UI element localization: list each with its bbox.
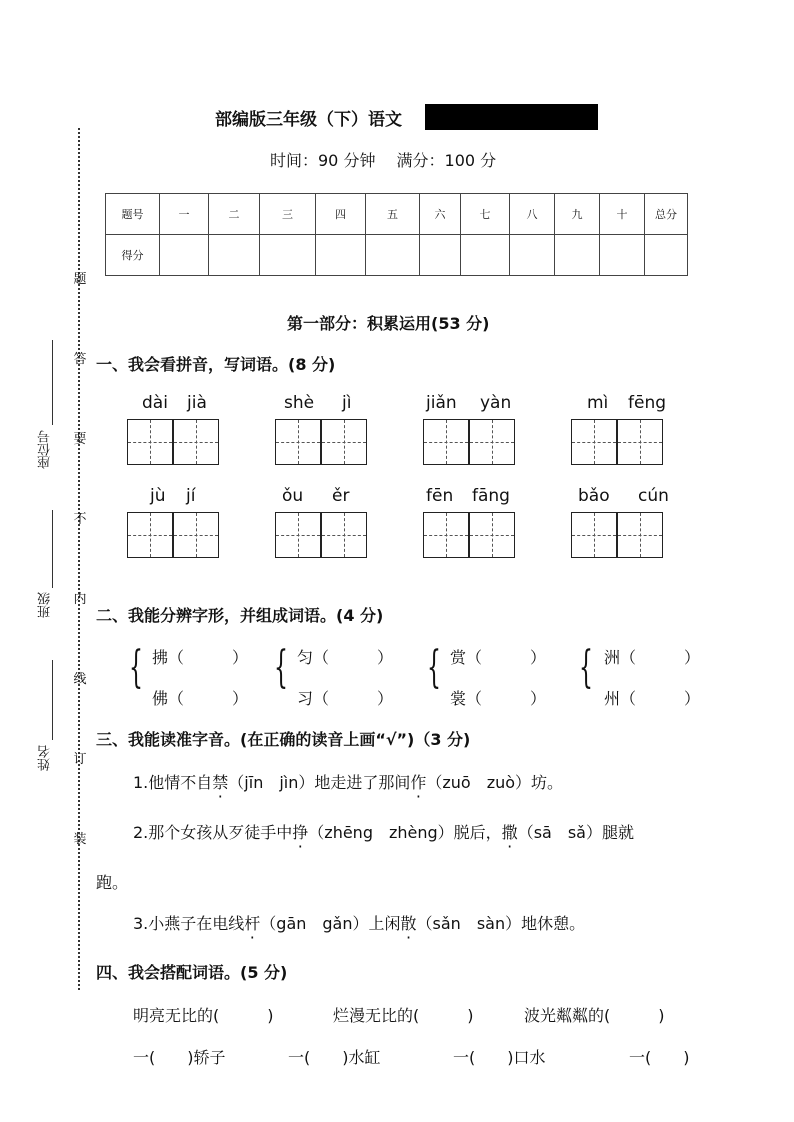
sentence-2-wrap: 跑。 <box>96 873 129 892</box>
pinyin: mì <box>587 393 609 413</box>
table-cell: 总分 <box>645 194 688 235</box>
dotted-char: 散 <box>400 914 417 933</box>
score-cell[interactable] <box>316 235 366 276</box>
brace-icon: { <box>274 642 288 693</box>
table-cell: 八 <box>510 194 555 235</box>
class-blank[interactable] <box>52 510 53 588</box>
writing-box[interactable] <box>469 512 515 558</box>
writing-box[interactable] <box>173 512 219 558</box>
binding-char: 题 <box>73 272 87 287</box>
writing-box[interactable] <box>571 512 617 558</box>
writing-box[interactable] <box>617 512 663 558</box>
match-item[interactable]: 一( )口水 <box>453 1048 546 1067</box>
sentence-2 <box>133 820 634 843</box>
writing-box[interactable] <box>571 419 617 465</box>
dotted-char: 挣 <box>292 823 309 842</box>
pinyin: fāng <box>472 486 510 506</box>
question-2-title: 二、我能分辨字形，并组成词语。(4 分) <box>96 606 384 625</box>
brace-icon: { <box>427 642 441 693</box>
sentence-text: 2.那个女孩从歹徒手中 <box>133 823 293 842</box>
char-pair-bottom[interactable]: 州（ ） <box>604 689 701 708</box>
redaction-bar <box>425 104 598 130</box>
exam-title: 部编版三年级（下）语文 <box>215 110 402 130</box>
class-label: 班级 <box>38 592 53 618</box>
writing-box[interactable] <box>321 512 367 558</box>
pinyin: jià <box>187 393 207 413</box>
char-pair-bottom[interactable]: 佛（ ） <box>152 689 249 708</box>
score-cell[interactable] <box>260 235 316 276</box>
pinyin: jù <box>150 486 166 506</box>
score-cell[interactable] <box>209 235 260 276</box>
sentence-3 <box>133 911 585 934</box>
writing-box[interactable] <box>173 419 219 465</box>
score-cell[interactable] <box>600 235 645 276</box>
pinyin: jiǎn <box>426 393 457 413</box>
table-cell: 五 <box>366 194 420 235</box>
writing-box[interactable] <box>275 419 321 465</box>
pinyin: jì <box>342 393 352 413</box>
sentence-text: 1.他情不自 <box>133 773 213 792</box>
pinyin-choices[interactable]: （jīn jìn）地走进了那间 <box>228 773 411 792</box>
match-item[interactable]: 一( ) <box>629 1048 690 1067</box>
table-cell: 六 <box>420 194 461 235</box>
score-table <box>105 193 688 276</box>
table-cell: 七 <box>461 194 510 235</box>
score-table-score-row <box>106 235 688 276</box>
match-item[interactable]: 一( )轿子 <box>133 1048 226 1067</box>
pinyin: ǒu <box>282 486 304 506</box>
char-pair-top[interactable]: 匀（ ） <box>297 648 394 667</box>
table-cell: 九 <box>555 194 600 235</box>
question-3-title: 三、我能读准字音。(在正确的读音上画“√”)（3 分) <box>96 730 471 749</box>
seat-number-label: 座位号 <box>38 430 53 469</box>
sentence-1 <box>133 770 563 793</box>
binding-char: 不 <box>73 512 87 527</box>
char-pair-top[interactable]: 赏（ ） <box>450 648 547 667</box>
score-cell[interactable] <box>555 235 600 276</box>
match-item[interactable]: 一( )水缸 <box>288 1048 381 1067</box>
writing-box[interactable] <box>275 512 321 558</box>
sentence-text: 3.小燕子在电线 <box>133 914 245 933</box>
brace-icon: { <box>129 642 143 693</box>
binding-char: 要 <box>73 432 87 447</box>
pinyin: dài <box>142 393 168 413</box>
dotted-char: 撒 <box>501 823 518 842</box>
table-cell: 三 <box>260 194 316 235</box>
table-cell: 四 <box>316 194 366 235</box>
score-cell[interactable] <box>420 235 461 276</box>
table-cell: 十 <box>600 194 645 235</box>
match-item[interactable]: 烂漫无比的( ) <box>333 1006 474 1025</box>
score-table-header-row <box>106 194 688 235</box>
pinyin: cún <box>638 486 669 506</box>
binding-dotted-line <box>78 128 80 990</box>
dotted-char: 禁 <box>212 773 229 792</box>
pinyin: ěr <box>332 486 350 506</box>
char-pair-bottom[interactable]: 习（ ） <box>297 689 394 708</box>
pinyin: jí <box>186 486 196 506</box>
dotted-char: 作 <box>410 773 427 792</box>
pinyin: fēng <box>628 393 667 413</box>
writing-box[interactable] <box>127 419 173 465</box>
writing-box[interactable] <box>423 512 469 558</box>
match-item[interactable]: 明亮无比的( ) <box>133 1006 274 1025</box>
binding-char: 内 <box>73 592 87 607</box>
question-1-title: 一、我会看拼音，写词语。(8 分) <box>96 355 336 374</box>
table-cell: 题号 <box>106 194 160 235</box>
dotted-char: 杆 <box>244 914 261 933</box>
brace-icon: { <box>579 642 593 693</box>
binding-char: 线 <box>73 672 87 687</box>
writing-box[interactable] <box>469 419 515 465</box>
binding-char: 订 <box>73 752 87 767</box>
name-label: 姓名 <box>38 745 53 771</box>
writing-box[interactable] <box>617 419 663 465</box>
score-cell[interactable] <box>645 235 688 276</box>
question-4-title: 四、我会搭配词语。(5 分) <box>96 963 288 982</box>
pinyin-choices[interactable]: （sǎn sàn）地休憩。 <box>416 914 586 933</box>
writing-box[interactable] <box>321 419 367 465</box>
pinyin-choices[interactable]: （sā sǎ）腿就 <box>517 823 634 842</box>
table-cell: 二 <box>209 194 260 235</box>
pinyin: shè <box>284 393 315 413</box>
pinyin-choices[interactable]: （gān gǎn）上闲 <box>260 914 401 933</box>
seat-number-blank[interactable] <box>52 340 53 425</box>
pinyin-choices[interactable]: （zuō zuò）坊。 <box>426 773 564 792</box>
score-cell[interactable] <box>160 235 209 276</box>
char-pair-bottom[interactable]: 裳（ ） <box>450 689 547 708</box>
writing-box[interactable] <box>423 419 469 465</box>
pinyin: bǎo <box>578 486 610 506</box>
pinyin: yàn <box>480 393 512 413</box>
score-cell[interactable] <box>366 235 420 276</box>
name-blank[interactable] <box>52 660 53 740</box>
table-cell: 得分 <box>106 235 160 276</box>
pinyin: fēn <box>426 486 454 506</box>
binding-char: 答 <box>73 352 87 367</box>
score-cell[interactable] <box>461 235 510 276</box>
exam-meta: 时间：90 分钟 满分：100 分 <box>270 151 497 170</box>
part-one-heading: 第一部分：积累运用(53 分) <box>287 314 490 333</box>
match-item[interactable]: 波光粼粼的( ) <box>524 1006 665 1025</box>
writing-box[interactable] <box>127 512 173 558</box>
binding-char: 装 <box>73 832 87 847</box>
char-pair-top[interactable]: 洲（ ） <box>604 648 701 667</box>
score-cell[interactable] <box>510 235 555 276</box>
table-cell: 一 <box>160 194 209 235</box>
pinyin-choices[interactable]: （zhēng zhèng）脱后， <box>308 823 502 842</box>
char-pair-top[interactable]: 拂（ ） <box>152 648 249 667</box>
